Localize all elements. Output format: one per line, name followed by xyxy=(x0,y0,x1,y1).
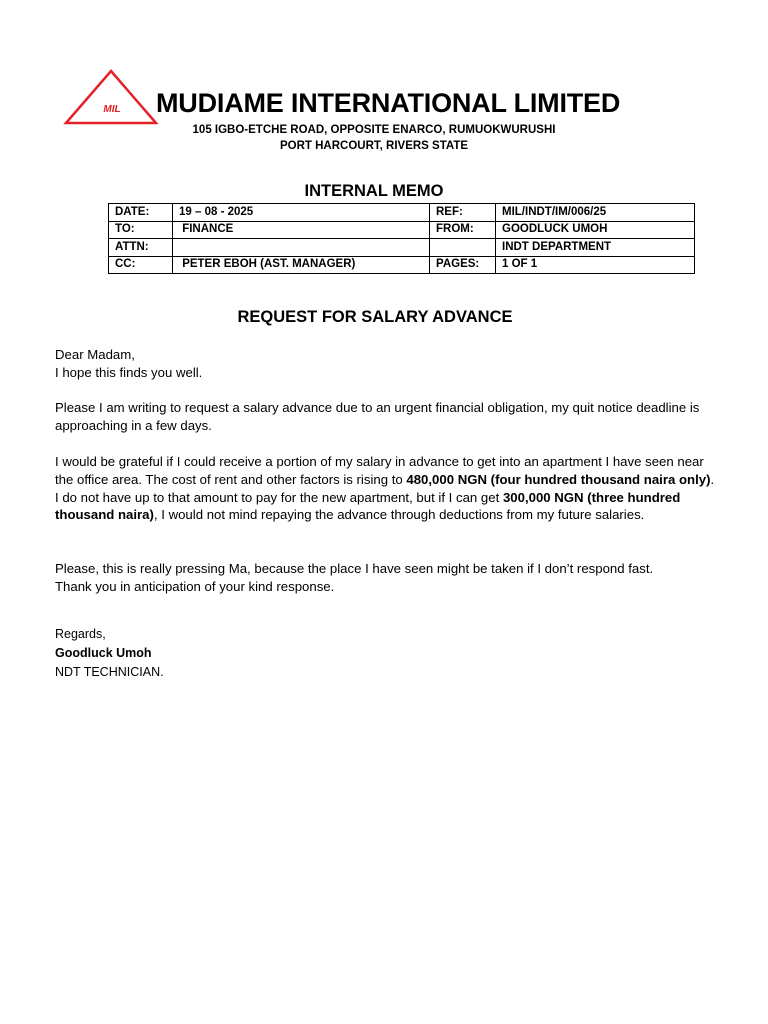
memo-details-table xyxy=(108,203,695,274)
table-row xyxy=(109,221,695,239)
greeting-block xyxy=(55,346,715,382)
date-label: DATE: xyxy=(109,204,173,222)
cc-label: CC: xyxy=(109,256,173,274)
paragraph-request: Please I am writing to request a salary advance due to an urgent financial obligation, my quit notice deadline is approaching in a few days. xyxy=(55,400,700,433)
company-logo xyxy=(63,68,159,126)
from-value: GOODLUCK UMOH xyxy=(496,221,695,239)
date-value: 19 – 08 - 2025 xyxy=(173,204,430,222)
company-address-line-1: 105 IGBO-ETCHE ROAD, OPPOSITE ENARCO, RUMUOKWURUSHI xyxy=(192,124,556,136)
cc-value: PETER EBOH (AST. MANAGER) xyxy=(173,256,430,274)
ref-label: REF: xyxy=(430,204,496,222)
greeting-line: I hope this finds you well. xyxy=(55,364,203,380)
paragraph-details-part-1: I would be grateful if I could receive a portion of my salary in advance to get into an apartment I have seen near the office area. The cost of rent and other factors is rising to xyxy=(55,454,704,487)
signatory-title: NDT TECHNICIAN. xyxy=(55,665,164,679)
to-label: TO: xyxy=(109,221,173,239)
regards: Regards, xyxy=(55,627,106,641)
table-row xyxy=(109,239,695,257)
paragraph-closing xyxy=(55,560,715,596)
paragraph-details xyxy=(55,453,715,524)
pages-label: PAGES: xyxy=(430,256,496,274)
attn-label: ATTN: xyxy=(109,239,173,257)
paragraph-details-part-2: . I do not have up to that amount to pay for the new apartment, but if I can get xyxy=(55,471,715,505)
from-label: FROM: xyxy=(430,221,496,239)
table-row xyxy=(109,204,695,222)
memo-subject: REQUEST FOR SALARY ADVANCE xyxy=(237,308,513,326)
table-row xyxy=(109,256,695,274)
from-extra-label xyxy=(430,239,496,257)
memo-title: INTERNAL MEMO xyxy=(304,182,444,200)
paragraph-details-part-3: , I would not mind repaying the advance through deductions from my future salaries. xyxy=(153,507,645,523)
attn-value xyxy=(173,239,430,257)
logo-triangle xyxy=(66,71,156,123)
thanks-line: Thank you in anticipation of your kind response. xyxy=(55,578,335,594)
company-name: MUDIAME INTERNATIONAL LIMITED xyxy=(156,88,621,118)
ref-value: MIL/INDT/IM/006/25 xyxy=(496,204,695,222)
company-address-line-2: PORT HARCOURT, RIVERS STATE xyxy=(279,140,469,152)
from-department: INDT DEPARTMENT xyxy=(496,239,695,257)
pages-value: 1 OF 1 xyxy=(496,256,695,274)
urgency-line: Please, this is really pressing Ma, because the place I have seen might be taken if I don’t respond fast. xyxy=(55,561,654,576)
rent-amount: 480,000 NGN (four hundred thousand naira only) xyxy=(406,471,711,487)
salutation: Dear Madam, xyxy=(55,347,135,362)
to-value: FINANCE xyxy=(173,221,430,239)
logo-text: MIL xyxy=(103,104,121,115)
advance-amount: 300,000 NGN (three hundred thousand naira) xyxy=(55,489,681,523)
signatory-name: Goodluck Umoh xyxy=(55,646,152,660)
